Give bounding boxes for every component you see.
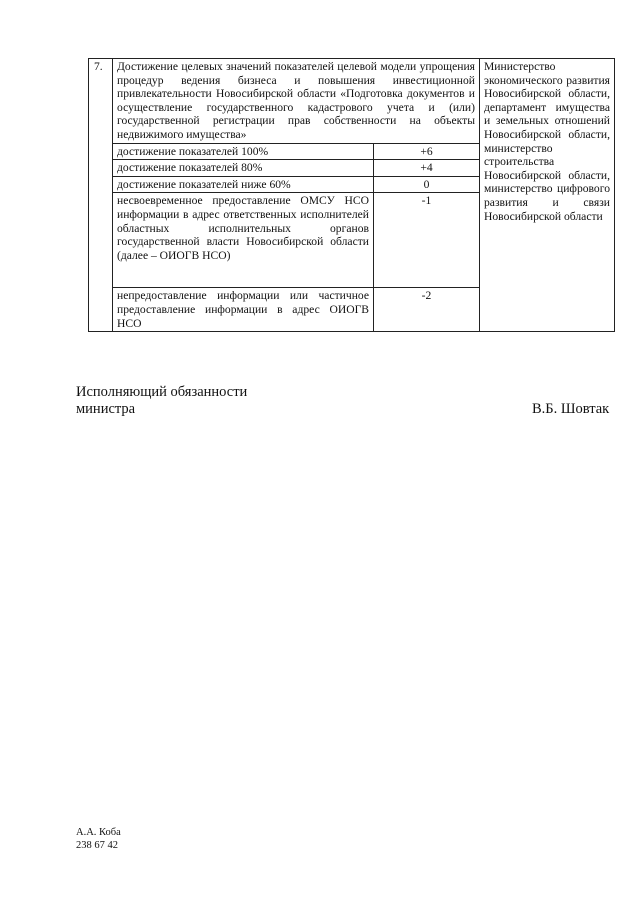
table-row: [89, 59, 615, 144]
author-phone: 238 67 42: [76, 839, 118, 851]
indicator-table: [88, 58, 615, 332]
criterion-text: несвоевременное предоставление ОМСУ НСО информации в адрес ответственных исполнителей областных исполнительных органов государственной власти Новосибирской области (далее – ОИОГВ НСО): [113, 193, 374, 288]
criterion-points: +4: [374, 160, 480, 177]
footer-contact: [76, 827, 121, 852]
signatory-name: В.Б. Шовтак: [532, 401, 610, 417]
indicator-title: Достижение целевых значений показателей целевой модели упрощения процедур ведения бизнеса и повышения инвестиционной привлекательности Новосибирской области «Подготовка документов и осуществление государственного кадастрового учета и (или) государственной регистрации прав собственности на объекты недвижимого имущества»: [113, 59, 480, 144]
criterion-points: 0: [374, 176, 480, 193]
author-name: А.А. Коба: [76, 827, 121, 838]
responsible-executors: Министерство экономического развития Новосибирской области, департамент имущества и земельных отношений Новосибирской области, министерство строительства Новосибирской области, министерство цифрового развития и связи Новосибирской области: [480, 59, 615, 332]
criterion-text: достижение показателей 100%: [113, 143, 374, 160]
criterion-text: достижение показателей 80%: [113, 160, 374, 177]
criterion-points: -1: [374, 193, 480, 288]
criterion-points: -2: [374, 288, 480, 332]
row-number: 7.: [89, 59, 113, 332]
signatory-position: [76, 384, 247, 418]
position-line: Исполняющий обязанности: [76, 384, 248, 400]
criterion-text: достижение показателей ниже 60%: [113, 176, 374, 193]
criterion-points: +6: [374, 143, 480, 160]
criterion-text: непредоставление информации или частичное предоставление информации в адрес ОИОГВ НСО: [113, 288, 374, 332]
position-line: министра: [76, 401, 136, 417]
